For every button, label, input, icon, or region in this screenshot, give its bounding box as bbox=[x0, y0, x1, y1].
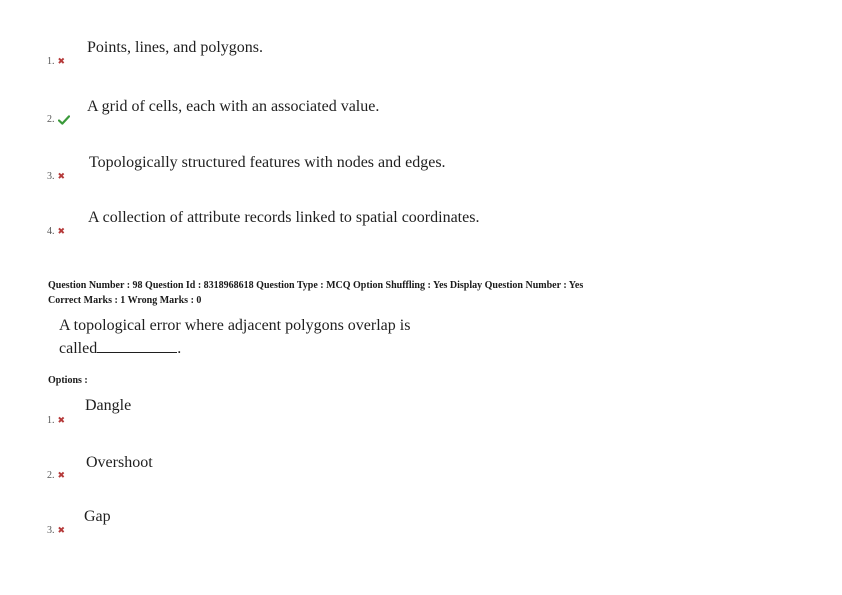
option-text: A collection of attribute records linked to spatial coordinates. bbox=[88, 209, 480, 226]
option-text: Topologically structured features with nodes and edges. bbox=[89, 154, 446, 171]
option-number: 3. bbox=[47, 525, 55, 536]
option-marker bbox=[47, 525, 65, 537]
option-text: Points, lines, and polygons. bbox=[87, 39, 264, 56]
option-marker bbox=[47, 226, 65, 238]
option-number: 3. bbox=[47, 171, 55, 182]
cross-icon: ✖ bbox=[57, 526, 66, 536]
option-number: 1. bbox=[47, 415, 55, 426]
option-number: 4. bbox=[47, 226, 55, 237]
question-text bbox=[59, 314, 499, 360]
option-marker bbox=[47, 114, 70, 126]
question-text-suffix: . bbox=[177, 340, 182, 357]
cross-icon: ✖ bbox=[57, 227, 66, 237]
question-text-line1: A topological error where adjacent polygons overlap is bbox=[59, 317, 411, 334]
option-text: A grid of cells, each with an associated value. bbox=[87, 98, 380, 115]
option-text: Overshoot bbox=[86, 454, 153, 471]
cross-icon: ✖ bbox=[57, 471, 66, 481]
question-text-prefix: called bbox=[59, 340, 98, 357]
question-meta-line2: Correct Marks : 1 Wrong Marks : 0 bbox=[48, 295, 202, 306]
cross-icon: ✖ bbox=[57, 172, 66, 182]
fill-in-blank bbox=[97, 339, 177, 353]
option-marker bbox=[47, 171, 65, 183]
option-text: Gap bbox=[84, 508, 111, 525]
cross-icon: ✖ bbox=[57, 57, 66, 67]
option-marker bbox=[47, 415, 65, 427]
question-meta-line1: Question Number : 98 Question Id : 8318968618 Question Type : MCQ Option Shuffling : Yes Display Question Number : Yes bbox=[48, 280, 584, 291]
option-text: Dangle bbox=[85, 397, 132, 414]
cross-icon: ✖ bbox=[57, 416, 66, 426]
options-label: Options : bbox=[48, 375, 88, 386]
option-marker bbox=[47, 470, 65, 482]
question-text-line2 bbox=[59, 337, 499, 360]
option-marker bbox=[47, 56, 65, 68]
option-number: 2. bbox=[47, 470, 55, 481]
checkmark-icon bbox=[58, 115, 70, 125]
option-number: 1. bbox=[47, 56, 55, 67]
option-number: 2. bbox=[47, 114, 55, 125]
